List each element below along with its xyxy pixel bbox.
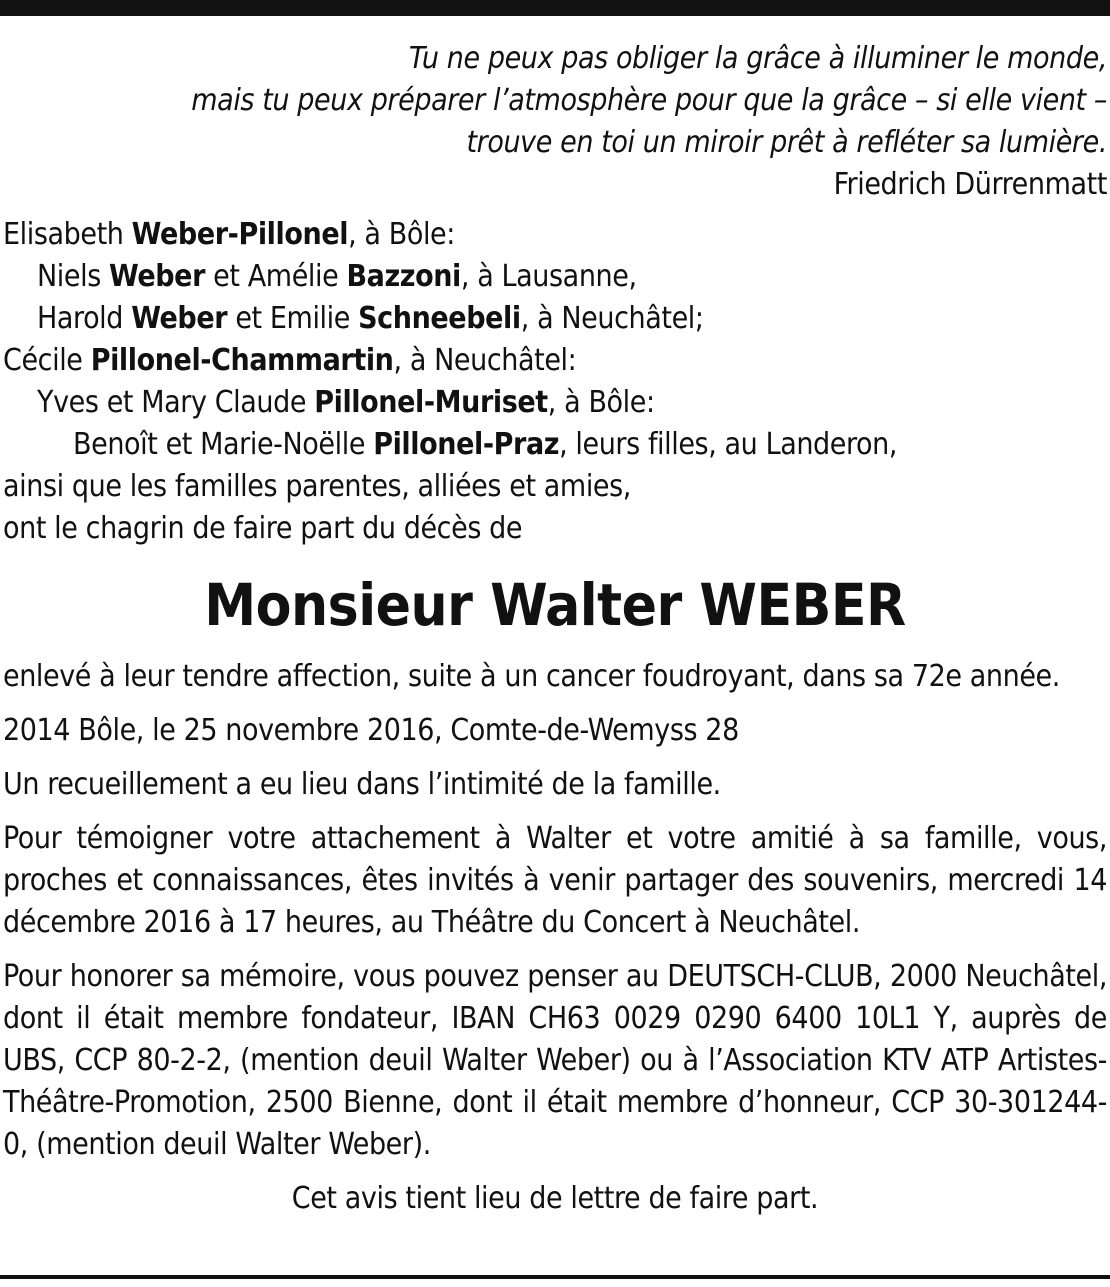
notice-paragraph: 2014 Bôle, le 25 novembre 2016, Comte-de-Wemyss 28 bbox=[3, 713, 739, 748]
family-text: , à Neuchâtel; bbox=[520, 301, 704, 336]
family-text: Benoît et Marie-Noëlle bbox=[73, 427, 374, 462]
family-line bbox=[3, 214, 1107, 256]
family-text: Niels bbox=[37, 259, 110, 294]
obituary-notice bbox=[3, 38, 1107, 1220]
family-text: Cécile bbox=[3, 343, 91, 378]
family-text: Yves et Mary Claude bbox=[37, 385, 315, 420]
family-surname: Pillonel-Chammartin bbox=[90, 343, 394, 378]
family-text: Elisabeth bbox=[3, 217, 132, 252]
family-line: ainsi que les familles parentes, alliées et amies, bbox=[3, 469, 631, 504]
family-surname: Weber bbox=[109, 259, 206, 294]
top-border-rule bbox=[0, 0, 1110, 16]
family-text: , leurs filles, au Landeron, bbox=[559, 427, 898, 462]
quote-line: trouve en toi un miroir prêt à refléter sa lumière. bbox=[466, 125, 1107, 160]
quote-author: Friedrich Dürrenmatt bbox=[833, 167, 1107, 202]
family-line bbox=[3, 298, 1107, 340]
notice-paragraph: Pour témoigner votre attachement à Walter et votre amitié à sa famille, vous, proches et connaissances, êtes invités à venir partager des souvenirs, mercredi 14 décembre 2016 à 17 heures, au Théâtre du Concert à Neuchâtel. bbox=[3, 821, 1107, 940]
family-surname: Pillonel-Muriset bbox=[314, 385, 548, 420]
family-surname: Weber-Pillonel bbox=[131, 217, 349, 252]
family-line: ont le chagrin de faire part du décès de bbox=[3, 511, 523, 546]
family-line bbox=[3, 256, 1107, 298]
bottom-border-rule bbox=[0, 1275, 1110, 1279]
family-line bbox=[3, 424, 1107, 466]
family-text: et Emilie bbox=[227, 301, 359, 336]
family-text: , à Bôle: bbox=[547, 385, 655, 420]
family-text: , à Bôle: bbox=[348, 217, 455, 252]
quote-line: mais tu peux préparer l’atmosphère pour que la grâce – si elle vient – bbox=[191, 83, 1107, 118]
family-surname: Bazzoni bbox=[346, 259, 461, 294]
quote-line: Tu ne peux pas obliger la grâce à illuminer le monde, bbox=[408, 41, 1107, 76]
family-text: Harold bbox=[37, 301, 132, 336]
closing-note: Cet avis tient lieu de lettre de faire part. bbox=[291, 1181, 819, 1216]
notice-paragraph: enlevé à leur tendre affection, suite à un cancer foudroyant, dans sa 72e année. bbox=[3, 659, 1060, 694]
family-line bbox=[3, 382, 1107, 424]
notice-paragraph: Pour honorer sa mémoire, vous pouvez penser au DEUTSCH-CLUB, 2000 Neuchâtel, dont il était membre fondateur, IBAN CH63 0029 0290 6400 10L1 Y, auprès de UBS, CCP 80-2-2, (mention deuil Walter Weber) ou à l’Association KTV ATP Artistes-Théâtre-Promotion, 2500 Bienne, dont il était membre d’honneur, CCP 30-301244-0, (mention deuil Walter Weber). bbox=[3, 959, 1107, 1162]
family-text: , à Neuchâtel: bbox=[393, 343, 577, 378]
family-text: et Amélie bbox=[205, 259, 347, 294]
epigraph-quote bbox=[3, 38, 1107, 206]
family-line bbox=[3, 340, 1107, 382]
family-surname: Schneebeli bbox=[358, 301, 521, 336]
family-text: , à Lausanne, bbox=[460, 259, 637, 294]
family-list bbox=[3, 214, 1107, 550]
notice-paragraph: Un recueillement a eu lieu dans l’intimité de la famille. bbox=[3, 767, 721, 802]
deceased-name: Monsieur Walter WEBER bbox=[204, 571, 906, 639]
family-surname: Weber bbox=[131, 301, 228, 336]
family-surname: Pillonel-Praz bbox=[373, 427, 560, 462]
